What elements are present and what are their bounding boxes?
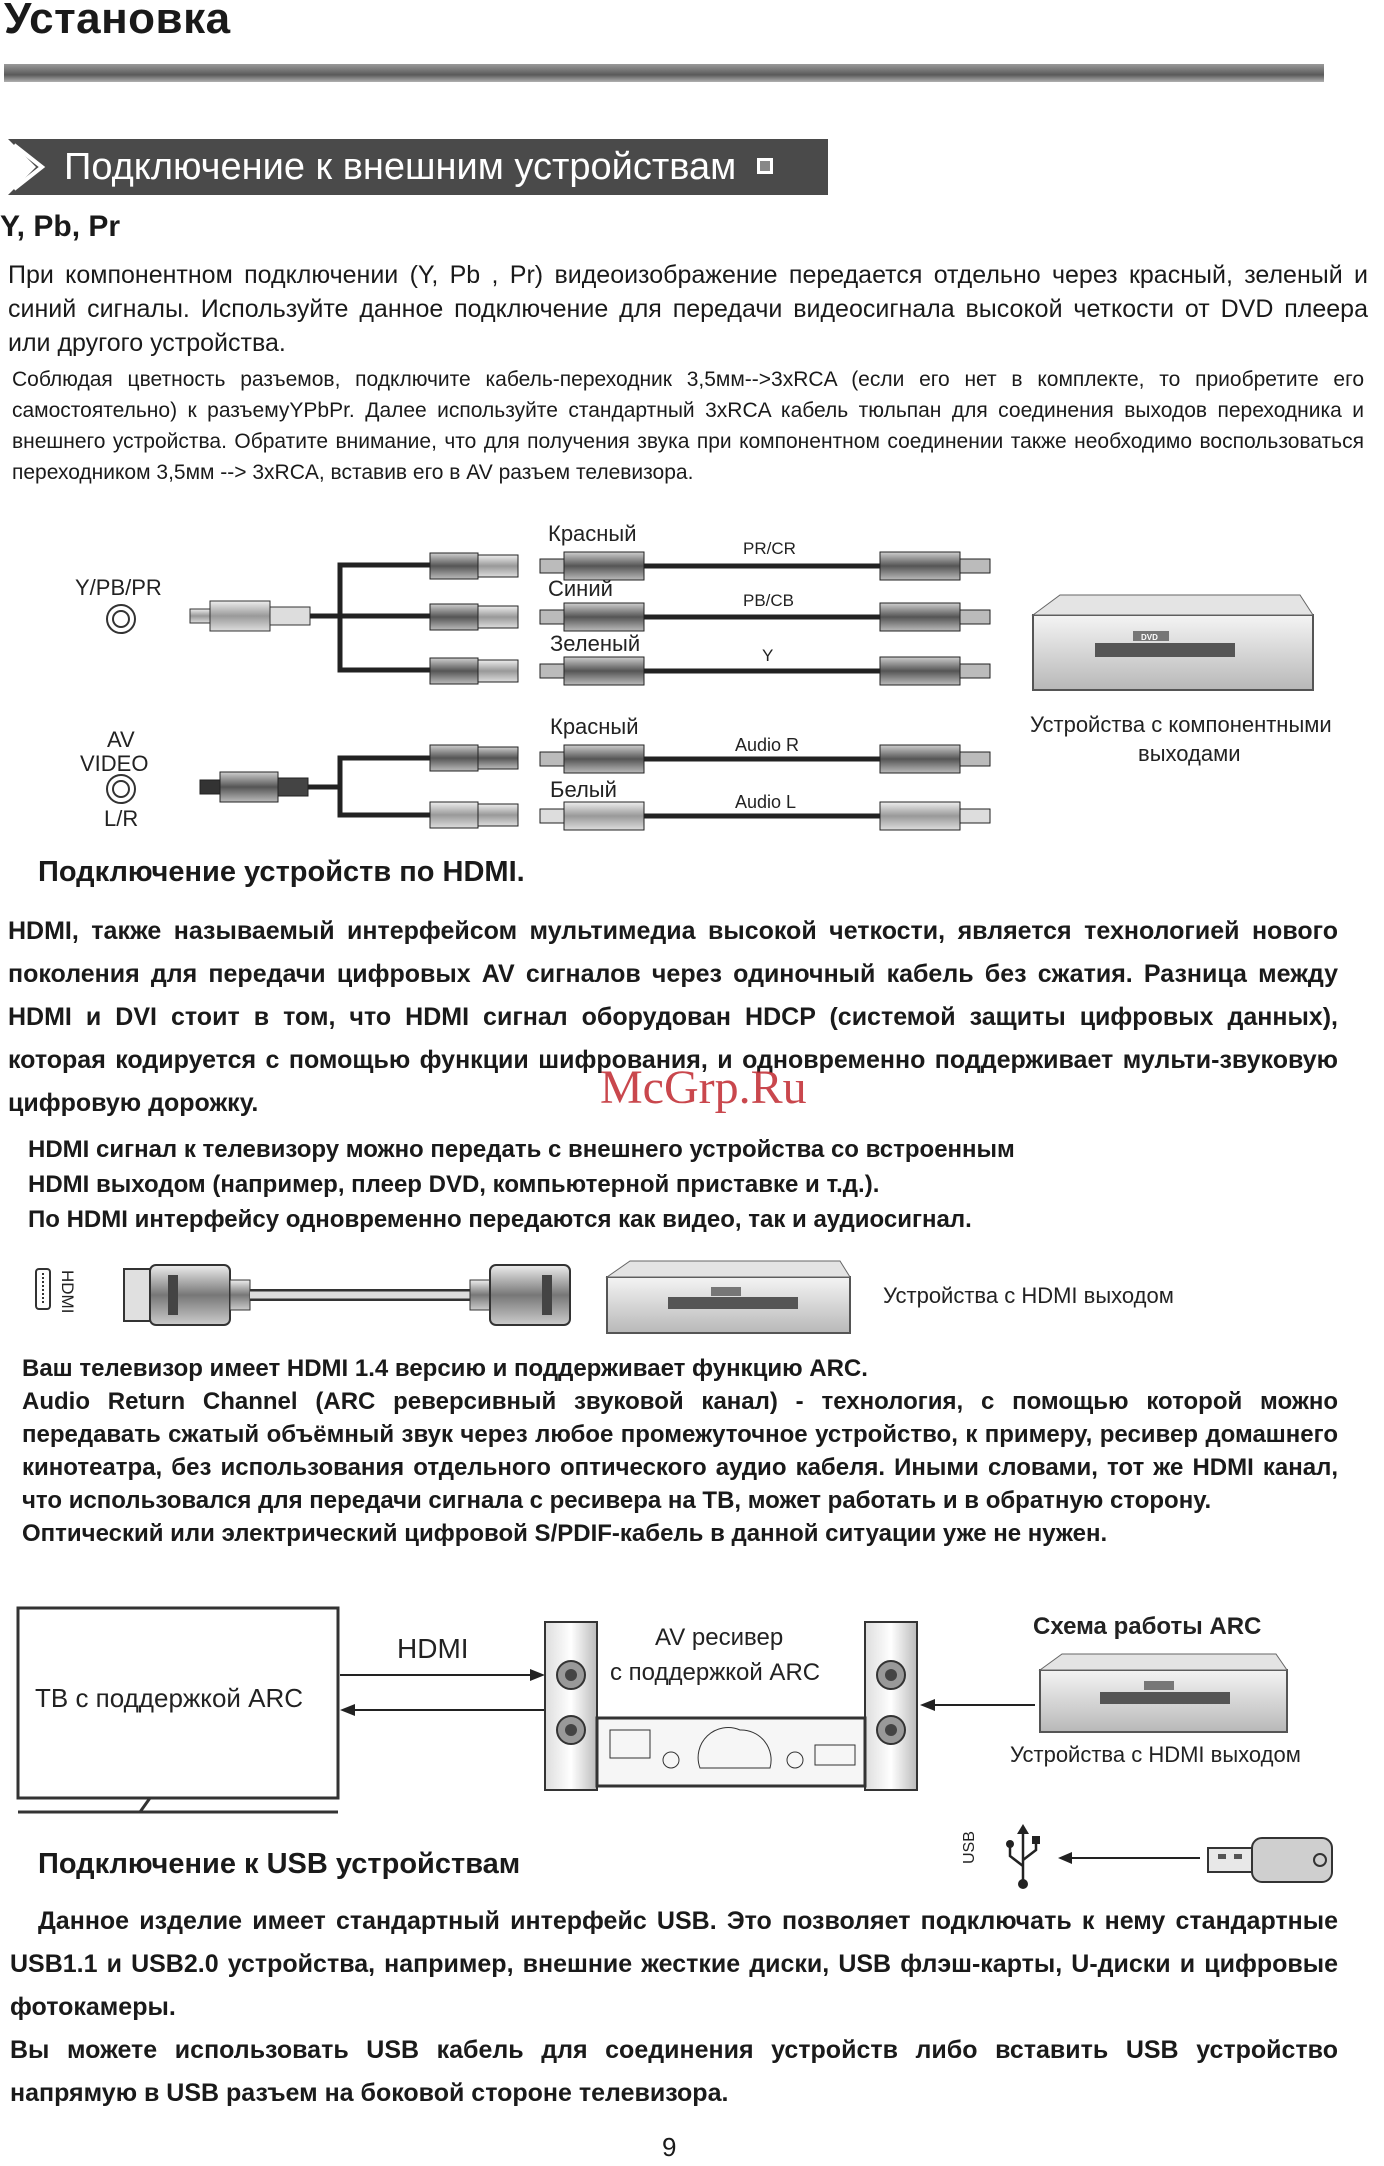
arc-description: Audio Return Channel (ARC реверсивный звуковой канал) - технология, с помощью которой можно передавать сжатый объёмный звук через любое промежуточное устройство, к примеру, ресивер домашнего кинотеатра, без использования отдельного оптического аудио кабеля. Иными словами, тот же HDMI канал, что использовался для передачи сигнала с ресивера на ТВ, может работать и в обратную сторону. xyxy=(22,1388,1338,1514)
hdmi-paragraph-2-line-3: По HDMI интерфейсу одновременно передаются как видео, так и аудиосигнал. xyxy=(28,1206,972,1233)
av-port-label-2: VIDEO xyxy=(80,751,149,776)
watermark: McGrp.Ru xyxy=(600,1061,807,1114)
section-banner-title: Подключение к внешним устройствам xyxy=(64,146,737,188)
page-number: 9 xyxy=(662,2132,677,2162)
arrow-left-icon xyxy=(340,1704,355,1716)
hdmi-port-icon xyxy=(36,1269,50,1309)
signal-label-y: Y xyxy=(762,646,774,665)
title-rule xyxy=(4,64,1324,82)
component-device-caption-1: Устройства с компонентными xyxy=(1030,712,1332,737)
speaker-right-icon xyxy=(865,1622,917,1790)
dvd-player-arc-icon xyxy=(1040,1654,1287,1732)
usb-connection-diagram xyxy=(950,1820,1350,1900)
arrow-left-dvd-icon xyxy=(920,1699,935,1711)
component-connection-diagram xyxy=(0,515,1384,840)
color-label-green: Зеленый xyxy=(550,631,641,656)
arc-line-last: Оптический или электрический цифровой S/PDIF-кабель в данной ситуации уже не нужен. xyxy=(22,1520,1108,1547)
speaker-left-icon xyxy=(545,1622,597,1790)
hdmi-cable-icon xyxy=(124,1265,570,1325)
arc-paragraph xyxy=(22,1352,1338,1550)
av-jack-icon xyxy=(107,775,135,803)
usb-paragraph-1: Данное изделие имеет стандартный интерфейс USB. Это позволяет подключать к нему стандартные USB1.1 и USB2.0 устройства, например, внешние жесткие диски, USB флэш-карты, U-диски и цифровые фотокамеры. xyxy=(10,1907,1338,2021)
arrow-left-usb-icon xyxy=(1058,1852,1072,1864)
arc-scheme-diagram xyxy=(0,1600,1384,1825)
hdmi-paragraph-2-line-1: HDMI сигнал к телевизору можно передать с внешнего устройства со встроенным xyxy=(28,1136,1015,1163)
svg-text:DVD: DVD xyxy=(1141,633,1158,642)
tv-label: ТВ с поддержкой ARC xyxy=(35,1683,304,1713)
hdmi-arc-label: HDMI xyxy=(397,1633,469,1664)
dvd-player-icon xyxy=(1033,595,1313,690)
rca-adapter-red-icon xyxy=(430,553,518,579)
usb-port-label: USB xyxy=(961,1831,978,1864)
page-title: Установка xyxy=(4,0,231,43)
hdmi-port-label: HDMI xyxy=(58,1270,77,1314)
receiver-label-2: с поддержкой ARC xyxy=(610,1659,821,1686)
usb-symbol-icon xyxy=(1006,1824,1040,1889)
color-label-blue: Синий xyxy=(548,576,613,601)
color-label-white: Белый xyxy=(550,777,617,802)
minijack-plug-av-icon xyxy=(200,780,220,794)
arrow-right-icon xyxy=(530,1669,545,1681)
rca-adapter-audio-l-icon xyxy=(430,802,518,828)
component-paragraph-2: Соблюдая цветность разъемов, подключите кабель-переходник 3,5мм-->3xRCA (если его нет в комплекте, то приобретите его самостоятельно) к разъемуYPbPr. Далее используйте стандартный 3xRCA кабель тюльпан для соединения выходов переходника и внешнего устройства. Обратите внимание, что для получения звука при компонентном соединении также необходимо воспользоваться переходником 3,5мм --> 3xRCA, вставив его в AV разъем телевизора. xyxy=(12,368,1364,484)
component-paragraph-1: При компонентном подключении (Y, Pb , Pr) видеоизображение передается отдельно через красный, зеленый и синий сигналы. Используйте данное подключение для передачи видеосигнала высокой четкости от DVD плеера или другого устройства. xyxy=(8,261,1368,357)
hdmi-device-caption: Устройства с HDMI выходом xyxy=(883,1283,1174,1308)
av-port-label-3: L/R xyxy=(104,806,139,831)
component-device-caption-2: выходами xyxy=(1138,741,1241,766)
component-heading: Y, Pb, Pr xyxy=(0,210,121,243)
arc-line-1: Ваш телевизор имеет HDMI 1.4 версию и поддерживает функцию ARC. xyxy=(22,1355,868,1382)
usb-section-title: Подключение к USB устройствам xyxy=(38,1848,521,1880)
receiver-label-1: AV ресивер xyxy=(655,1624,784,1651)
signal-label-pr: PR/CR xyxy=(743,539,796,558)
ypbpr-jack-icon xyxy=(107,605,135,633)
rca-adapter-green-icon xyxy=(430,658,518,684)
av-port-label-1: AV xyxy=(107,727,135,752)
signal-label-pb: PB/CB xyxy=(743,591,795,610)
hdmi-paragraph-2 xyxy=(28,1132,1338,1237)
usb-paragraph-2: Вы можете использовать USB кабель для соединения устройств либо вставить USB устройство напрямую в USB разъем на боковой стороне телевизора. xyxy=(10,2036,1338,2107)
ypbpr-port-label: Y/PB/PR xyxy=(75,575,162,600)
minijack-plug-icon xyxy=(190,609,210,623)
signal-label-audio-l: Audio L xyxy=(735,792,797,812)
usb-paragraph xyxy=(10,1900,1338,2115)
hdmi-paragraph-1: HDMI, также называемый интерфейсом мультимедиа высокой четкости, является технологией нового поколения для передачи цифровых AV сигналов через одиночный кабель без сжатия. Разница между HDMI и DVI стоит в том, что HDMI сигнал оборудован HDCP (системой защиты цифровых данных), которая кодируется с помощью функции шифрования, и одновременно поддерживает мульти-звуковую цифровую дорожку. xyxy=(8,917,1338,1117)
chevron-right-icon xyxy=(8,139,66,195)
rca-adapter-blue-icon xyxy=(430,604,518,630)
color-label-red: Красный xyxy=(548,521,637,546)
hdmi-cable-diagram xyxy=(0,1255,1384,1335)
rca-adapter-audio-r-icon xyxy=(430,745,518,771)
arc-scheme-title: Схема работы ARC xyxy=(1033,1613,1262,1640)
hdmi-paragraph-2-line-2: HDMI выходом (например, плеер DVD, компьютерной приставке и т.д.). xyxy=(28,1171,880,1198)
signal-label-audio-r: Audio R xyxy=(735,735,800,755)
hdmi-section-title: Подключение устройств по HDMI. xyxy=(38,856,525,888)
square-icon xyxy=(757,158,773,174)
arc-device-caption: Устройства с HDMI выходом xyxy=(1010,1742,1301,1767)
usb-flash-drive-icon xyxy=(1208,1838,1332,1882)
dvd-player-hdmi-icon xyxy=(607,1261,850,1333)
av-receiver-icon xyxy=(597,1718,865,1786)
color-label-red-audio: Красный xyxy=(550,714,639,739)
